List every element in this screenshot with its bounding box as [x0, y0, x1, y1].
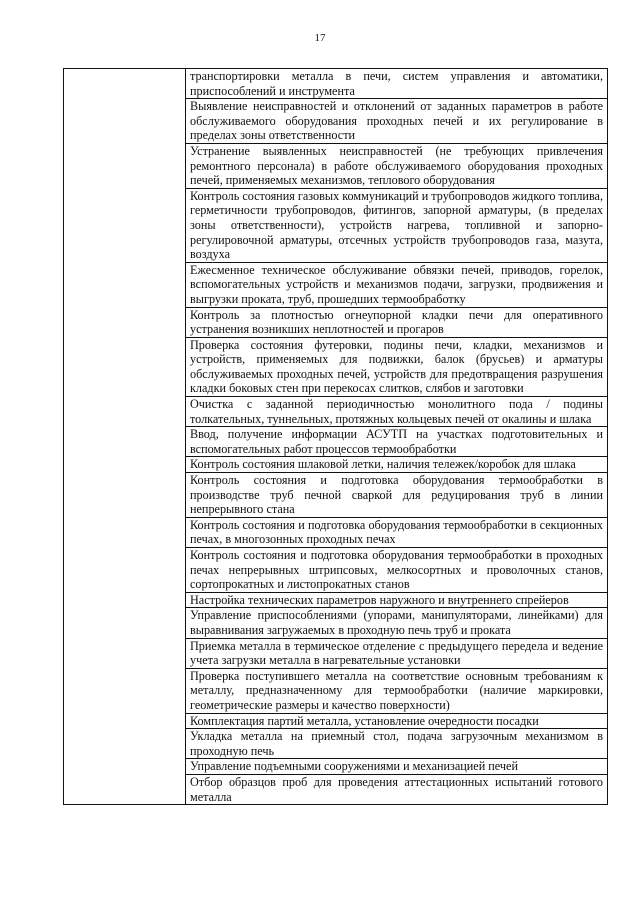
- table-row: [64, 69, 608, 99]
- empty-left-cell: [64, 69, 186, 805]
- table-cell-text: Ввод, получение информации АСУТП на участках подготовительных и вспомогательных работ процессов термообработки: [186, 427, 608, 457]
- table-cell-text: Проверка состояния футеровки, подины печи, кладки, механизмов и устройств, применяемых для подвижки, балок (брусьев) и арматуры обслуживаемых проходных печей, устройств для предотвращения разрушения кладки боковых стен при перекосах слитков, слябов и заготовки: [186, 337, 608, 396]
- table-cell-text: Очистка с заданной периодичностью монолитного пода / подины толкательных, туннельных, протяжных кольцевых печей от окалины и шлака: [186, 397, 608, 427]
- table-cell-text: Ежесменное техническое обслуживание обвязки печей, приводов, горелок, вспомогательных устройств и механизмов подачи, загрузки, продвижения и выгрузки проката, труб, прошедших термообработку: [186, 262, 608, 307]
- table-cell-text: Контроль состояния и подготовка оборудования термообработки в проходных печах непрерывных штрипсовых, мелкосортных и проволочных станов, сортопрокатных и листопрокатных станов: [186, 548, 608, 593]
- table-cell-text: Контроль состояния и подготовка оборудования термообработки в производстве труб печной сваркой для редуцирования труб в линии непрерывного стана: [186, 473, 608, 518]
- table-cell-text: Выявление неисправностей и отклонений от заданных параметров в работе обслуживаемого оборудования проходных печей и их регулирование в пределах зоны ответственности: [186, 99, 608, 144]
- table-cell-text: Контроль состояния шлаковой летки, наличия тележек/коробок для шлака: [186, 457, 608, 473]
- table-cell-text: Управление подъемными сооружениями и механизацией печей: [186, 759, 608, 775]
- table-cell-text: Укладка металла на приемный стол, подача загрузочным механизмом в проходную печь: [186, 729, 608, 759]
- table-cell-text: Контроль состояния и подготовка оборудования термообработки в секционных печах, в многозонных проходных печах: [186, 517, 608, 547]
- table-cell-text: Приемка металла в термическое отделение с предыдущего передела и ведение учета загрузки металла в нагревательные установки: [186, 638, 608, 668]
- page-number: 17: [314, 32, 326, 44]
- table-cell-text: Устранение выявленных неисправностей (не требующих привлечения ремонтного персонала) в работе обслуживаемого оборудования проходных печей, применяемых механизмов, теплового оборудования: [186, 143, 608, 188]
- table-cell-text: Управление приспособлениями (упорами, манипуляторами, линейками) для выравнивания загружаемых в проходную печь труб и проката: [186, 608, 608, 638]
- table-cell-text: Настройка технических параметров наружного и внутреннего спрейеров: [186, 592, 608, 608]
- table-cell-text: Проверка поступившего металла на соответствие основным требованиям к металлу, предназначенному для термообработки (наличие маркировки, геометрические размеры и качество поверхности): [186, 668, 608, 713]
- table-cell-text: Отбор образцов проб для проведения аттестационных испытаний готового металла: [186, 774, 608, 804]
- table-cell-text: транспортировки металла в печи, систем управления и автоматики, приспособлений и инструмента: [186, 69, 608, 99]
- table-cell-text: Контроль состояния газовых коммуникаций и трубопроводов жидкого топлива, герметичности трубопроводов, фитингов, запорной арматуры, (в пределах зоны ответственности), устройств нагрева, топливной и запорно-регулировочной арматуры, отсечных устройств трубопроводов газа, мазута, воздуха: [186, 188, 608, 262]
- labor-functions-table: [63, 68, 608, 805]
- table-cell-text: Контроль за плотностью огнеупорной кладки печи для оперативного устранения возникших неплотностей и прогаров: [186, 307, 608, 337]
- table-cell-text: Комплектация партий металла, установление очередности посадки: [186, 713, 608, 729]
